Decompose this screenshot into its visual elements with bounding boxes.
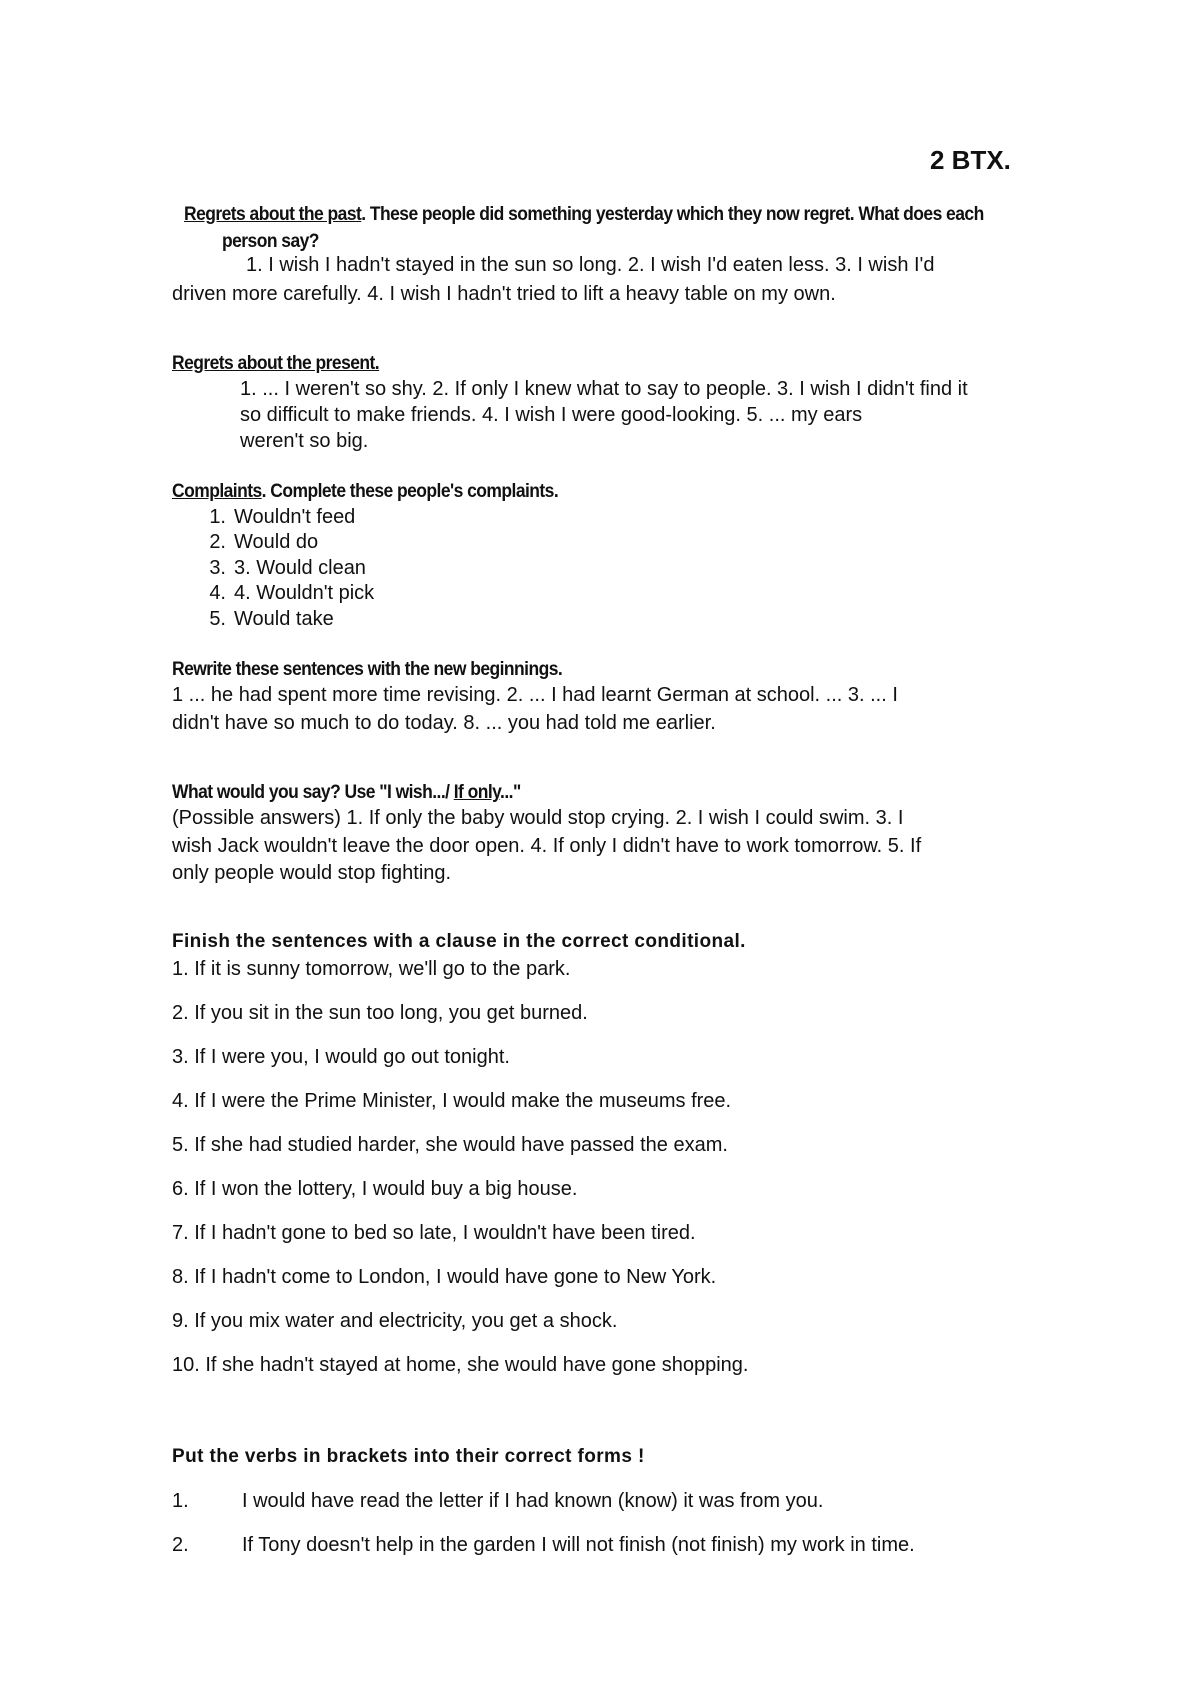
section-rewrite-heading: Rewrite these sentences with the new beginnings. (172, 659, 563, 680)
list-item: 1. If it is sunny tomorrow, we'll go to the park. (172, 958, 571, 980)
section-present-regrets-text-3: weren't so big. (240, 430, 369, 452)
section-complaints-heading (172, 481, 558, 503)
list-item: 9. If you mix water and electricity, you get a shock. (172, 1310, 618, 1332)
section-what-say-text-1: (Possible answers) 1. If only the baby would stop crying. 2. I wish I could swim. 3. I (172, 807, 904, 829)
list-item: 4. 4. Wouldn't pick (209, 582, 375, 604)
list-item: 2. Would do (209, 531, 319, 553)
list-item: 8. If I hadn't come to London, I would have gone to New York. (172, 1266, 717, 1288)
section-conditional-heading: Finish the sentences with a clause in the correct conditional. (172, 931, 746, 952)
heading-rest: . These people did something yesterday which they now regret. What does each (361, 204, 984, 225)
list-item: 3. 3. Would clean (209, 557, 366, 579)
list-item: 1. Wouldn't feed (209, 506, 356, 528)
section-past-regrets-text-1: 1. I wish I hadn't stayed in the sun so long. 2. I wish I'd eaten less. 3. I wish I'd (246, 254, 935, 276)
section-verbs-heading: Put the verbs in brackets into their correct forms ! (172, 1446, 645, 1467)
section-what-say-text-2: wish Jack wouldn't leave the door open. 4. If only I didn't have to work tomorrow. 5. If (172, 835, 922, 857)
heading-underlined: Regrets about the past (184, 204, 362, 225)
section-rewrite-text-2: didn't have so much to do today. 8. ... you had told me earlier. (172, 712, 716, 734)
section-past-regrets-text-2: driven more carefully. 4. I wish I hadn't tried to lift a heavy table on my own. (172, 283, 836, 305)
list-item: 5. If she had studied harder, she would have passed the exam. (172, 1134, 728, 1156)
list-item: 6. If I won the lottery, I would buy a big house. (172, 1178, 578, 1200)
heading-rest: . Complete these people's complaints. (261, 481, 559, 502)
section-present-regrets-text-1: 1. ... I weren't so shy. 2. If only I knew what to say to people. 3. I wish I didn't find it (240, 378, 968, 400)
section-past-regrets-heading (184, 204, 984, 226)
section-rewrite-text-1: 1 ... he had spent more time revising. 2. ... I had learnt German at school. ... 3. ... I (172, 684, 898, 706)
page-title: 2 BTX. (930, 145, 1011, 175)
heading-underlined: Complaints (172, 481, 262, 502)
section-present-regrets-heading: Regrets about the present. (172, 353, 380, 374)
list-item: 2. If you sit in the sun too long, you get burned. (172, 1002, 588, 1024)
list-item: 4. If I were the Prime Minister, I would make the museums free. (172, 1090, 732, 1112)
section-present-regrets-text-2: so difficult to make friends. 4. I wish I were good-looking. 5. ... my ears (240, 404, 863, 426)
list-item: 5. Would take (209, 608, 334, 630)
section-past-regrets-heading-cont: person say? (222, 231, 319, 252)
list-item: 10. If she hadn't stayed at home, she would have gone shopping. (172, 1354, 749, 1376)
list-item: 7. If I hadn't gone to bed so late, I wouldn't have been tired. (172, 1222, 696, 1244)
list-item: 3. If I were you, I would go out tonight. (172, 1046, 510, 1068)
section-what-say-heading: What would you say? Use "I wish.../ If only..." (172, 782, 521, 803)
section-what-say-text-3: only people would stop fighting. (172, 862, 452, 884)
document-page: 2 BTX. Regrets about the past. These people did something yesterday which they now regret. What does each person say? 1. I wish I hadn't stayed in the sun so long. 2. I wish I'd eaten less. 3. I wish I'd driven more carefully. 4. I wish I hadn't tried to lift a heavy table on my own. Regrets about the present. 1. ... I weren't so shy. 2. If only I knew what to say to people. 3. I wish I didn't find it so difficult to make friends. 4. I wish I were good-looking. 5. ... my ears weren't so big. Complaints. Complete these people's complaints. 1. Wouldn't feed 2. Would do 3. 3. Would clean 4. 4. Wouldn't pick 5. Would take Rewrite these sentences with the new beginnings. 1 ... he had spent more time revising. 2. ... I had learnt German at school. ... 3. ... I didn't have so much to do today. 8. ... you had told me earlier. What would you say? Use "I wish.../ If only..." (Possible answers) 1. If only the baby would stop crying. 2. I wish I could swim. 3. I wish Jack wouldn't leave the door open. 4. If only I didn't have to work tomorrow. 5. If only people would stop fighting. Finish the sentences with a clause in the correct conditional. 1. If it is sunny tomorrow, we'll go to the park. 2. If you sit in the sun too long, you get burned. 3. If I were you, I would go out tonight. 4. If I were the Prime Minister, I would make the museums free. 5. If she had studied harder, she would have passed the exam. 6. If I won the lottery, I would buy a big house. 7. If I hadn't gone to bed so late, I wouldn't have been tired. 8. If I hadn't come to London, I would have gone to New York. 9. If you mix water and electricity, you get a shock. 10. If she hadn't stayed at home, she would have gone shopping. Put the verbs in brackets into their correct forms ! 1. I would have read the letter if I had known (know) it was from you. 2. If Tony doesn't help in the garden I will not finish (not finish) my work in time. (172, 145, 1011, 1556)
